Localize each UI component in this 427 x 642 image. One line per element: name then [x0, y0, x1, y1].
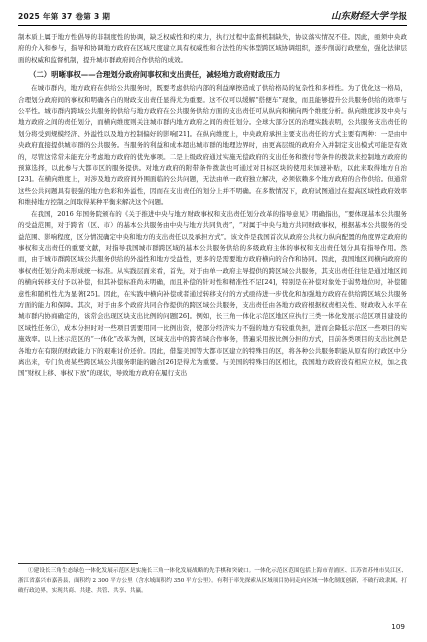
page-number: 109	[391, 622, 405, 631]
header-rule	[18, 25, 407, 26]
footnote: ①建设长三角生态绿色一体化发展示范区是实施长三角一体化发展战略的先手棋和突破口。一体化示范区范围包括上海市青浦区、江苏省苏州市吴江区、浙江省嘉兴市嘉善县，面积约 2 300 平方公里（含水域面积约 350 平方公里）。有利于率先探索从区域项目协同走向区域一体化制度创新，不破行政隶属，打破行政边界，实现共商、共建、共管、共享、共赢。	[18, 568, 408, 594]
footnote-rule	[18, 563, 138, 564]
body-paragraph: 制本质上属于地方性倡导的非制度性的协调，缺乏权威性和约束力，执行过程中监督机制缺失，协议落实情况不佳。因此，亟须中央政府的介入和参与，指导和协调地方政府在区域尺度建立具有权威性和合法性的实体型跨区域协调组织，逐步削弱行政壁垒，强化法律层面的权威和监督机制，提升城市群政府间合作供给的成效。	[18, 33, 407, 64]
section-heading: （二）明晰事权——合理划分政府间事权和支出责任，减轻地方政府财政压力	[29, 70, 281, 80]
running-header	[18, 6, 407, 24]
journal-masthead	[331, 8, 407, 22]
issue-label: 2025 年第 37 卷第 3 期	[18, 12, 111, 21]
journal-name: 山东财经大学	[330, 11, 388, 22]
body-paragraph: 在我国，2016 年国务院颁布的《关于推进中央与地方财政事权和支出责任划分改革的指导意见》明确指出，“要体现基本公共服务的受益范围，对于跨省（区、市）的基本公共服务由中央与地方共同负责”，“对属于中央与地方共同财政事权，根据基本公共服务的受益范围、影响程度，区分情况确定中央和地方的支出责任以及承担方式”。该文件是我国首次从政府公共权力纵向配置的角度界定政府的事权和支出责任的重要文献，对指导我国城市群跨区域的基本公共服务供给的多级政府主体的事权和支出责任划分具有指导作用。然而，由于城市群跨区域公共服务供给的外溢性和地方受益性，更多的是需要地方政府横向的合作和协同。因此，我国地区间横向政府的事权责任划分尚未形成统一标准。从实践层面来看，首先，对于由单一政府主导提供的跨区域公共服务，其支出责任往往是通过地区间的横向转移支付予以补偿，但其补偿标准尚未明确，而且补偿的针对性和精准性不足[24]，特别是在补偿对象处于弱势地位时，补偿随意性和随机性尤为显著[25]。因此，在实践中横向补偿或者通过转移支付的方式亟待进一步优化和加强地方政府在供给跨区域公共服务方面的能力和保障。其次，对于由多个政府共同合作提供的跨区域公共服务，支出责任由各地方政府根据权责相关性、财政收入水平在城市群内协商确定的，该常会出现区块支出比例的问题[26]。例如，长三角一体化示范区地区应执行三类一体化发展示范区项目建设的区域性任务①，成本分担时对一些项目需要用同一比例出资，使部分经济实力不强的地方有较重负担，进而会降低示范区一些项目的实施效率。以上述示范区的“一体化”改革为例，区域支出中的跨省域合作事务，普遍采用按比例分担的方式，目前各类项目的支出比例是各地方在有限的财政能力下的艰难讨价还价。因此，借鉴美国等大都市区建立的特殊目的区，将各种公共服务职能从原有的行政区中分离出来，专门负责某些跨区域公共服务职能的融合[26]是得尤为重要。与美国的特殊目的区相比，我国地方政府没有相应立权，加之我国“财权上移、事权下放”的现状，导致地方政府在履行支出	[18, 209, 407, 378]
body-paragraph: 在城市群内，地方政府在供给公共服务时，既要考虑供给内部的利益摩擦造成了供给格局的复杂性和多样性。为了优化这一格局，合理划分政府间的事权和明确各自的财政支出责任显得尤为重要。这不仅可以缓解“搭便车”现象，而且能够提升公共服务供给的效率与公平性。城市群内跨域公共服务的供给与地方政府在公共服务供给方面的支出责任可从纵向和横向两个维度分析。纵向维度涉及中央与地方政府之间的责任划分，而横向维度则关注城市群内地方政府之间的责任划分。全球大部分区的治理实践表明，公共服务支出责任的划分将受到规模经济、外溢性以及地方控制偏好的影响[21]。在纵向维度上，中央政府承担主要支出责任的方式主要有两种：一是由中央政府直接提供城市群的公共服务。当服务的利益和成本超出城市群的地理边界时，由更高层级的政府介入并制定支出模式可能是有效的，尽管这常常未能充分考虑地方政府的优先事项。二是上级政府通过实施无偿政府的支出任务和拨付等条件的拨款来控制地方政府的预算选择，以此参与大都市区的服务提供。对地方政府的附带条件拨款也可通过对目标区块的使用来加速补贴，以此来取得地方自治[23]。在横向维度上，对涉及地方政府间外围面临的公共问题，无法由单一政府独立解决，必须依赖多个地方政府的合作供给。但通常这些公共问题具有很强的地方色彩和外溢性，因而在支出责任的划分上并不明确。在多数情况下，政府试图通过在提高区域性政府效率和维持地方控制之间取得某种平衡来解决这个问题。	[18, 84, 407, 207]
journal-suffix: 学报	[389, 12, 407, 22]
article-body	[18, 32, 407, 380]
